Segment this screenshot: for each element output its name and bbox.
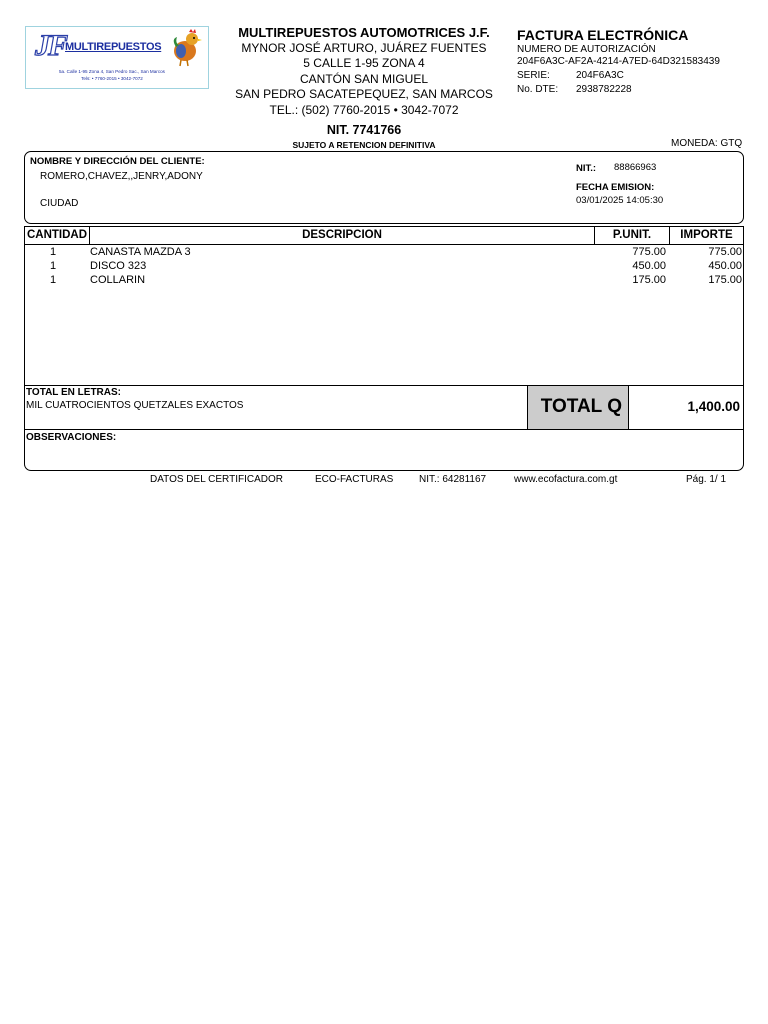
observations-label: OBSERVACIONES: <box>26 432 117 443</box>
table-row <box>25 274 743 288</box>
items-table <box>24 226 744 386</box>
row-unit-price: 775.00 <box>632 246 666 258</box>
logo-phones: Tels: • 7760-2015 • 3042-7072 <box>81 76 143 81</box>
company-logo <box>25 26 209 89</box>
company-address: 5 CALLE 1-95 ZONA 4 <box>303 56 425 70</box>
currency: MONEDA: GTQ <box>671 138 743 149</box>
table-row <box>25 246 743 260</box>
emission-date-value: 03/01/2025 14:05:30 <box>576 195 664 206</box>
row-description: COLLARIN <box>90 274 146 286</box>
total-label: TOTAL Q <box>540 396 622 417</box>
page-number: Pág. 1/ 1 <box>686 474 727 485</box>
total-in-words: MIL CUATROCIENTOS QUETZALES EXACTOS <box>26 400 244 411</box>
certifier-label: DATOS DEL CERTIFICADOR <box>150 474 283 485</box>
company-name: MULTIREPUESTOS AUTOMOTRICES J.F. <box>238 25 490 40</box>
emission-date-label: FECHA EMISION: <box>576 182 655 193</box>
company-city: SAN PEDRO SACATEPEQUEZ, SAN MARCOS <box>235 87 493 101</box>
header-quantity: CANTIDAD <box>26 229 88 241</box>
rooster-icon <box>171 29 203 67</box>
client-nit-value: 88866963 <box>614 162 657 173</box>
row-unit-price: 175.00 <box>632 274 666 286</box>
row-unit-price: 450.00 <box>632 260 666 272</box>
total-amount: 1,400.00 <box>687 399 740 414</box>
client-nit-label: NIT.: <box>576 163 597 174</box>
row-quantity: 1 <box>50 246 57 258</box>
header-amount: IMPORTE <box>680 229 733 241</box>
logo-monogram: JF <box>35 29 67 62</box>
authorization-number: 204F6A3C-AF2A-4214-A7ED-64D321583439 <box>517 56 720 67</box>
dte-value: 2938782228 <box>576 84 632 95</box>
certifier-name: ECO-FACTURAS <box>315 474 394 485</box>
certifier-nit: NIT.: 64281167 <box>419 474 487 485</box>
certifier-website[interactable]: www.ecofactura.com.gt <box>514 474 618 485</box>
company-canton: CANTÓN SAN MIGUEL <box>299 71 428 86</box>
serie-label: SERIE: <box>517 70 550 81</box>
client-name-label: NOMBRE Y DIRECCIÓN DEL CLIENTE: <box>30 156 205 167</box>
logo-address: 5a. Calle 1-95 Zona 4, San Pedro Sac., San Marcos <box>59 69 165 74</box>
client-section <box>24 151 744 224</box>
logo-brand-text: MULTIREPUESTOS <box>65 41 162 53</box>
observations-section <box>24 429 744 471</box>
header-unit-price: P.UNIT. <box>612 229 652 241</box>
row-quantity: 1 <box>50 274 57 286</box>
row-quantity: 1 <box>50 260 57 272</box>
row-amount: 450.00 <box>708 260 742 272</box>
retention-note: SUJETO A RETENCION DEFINITIVA <box>292 140 436 150</box>
company-owner: MYNOR JOSÉ ARTURO, JUÁREZ FUENTES <box>241 40 487 55</box>
table-row <box>25 260 743 274</box>
client-name: ROMERO,CHAVEZ,,JENRY,ADONY <box>40 171 203 182</box>
serie-value: 204F6A3C <box>576 70 624 81</box>
invoice-title: FACTURA ELECTRÓNICA <box>517 27 689 43</box>
row-amount: 175.00 <box>708 274 742 286</box>
row-description: CANASTA MAZDA 3 <box>90 246 191 258</box>
dte-label: No. DTE: <box>517 84 559 95</box>
total-label-box <box>527 386 629 429</box>
company-phone: TEL.: (502) 7760-2015 • 3042-7072 <box>269 102 459 117</box>
items-table-header <box>25 227 743 245</box>
row-description: DISCO 323 <box>90 260 147 272</box>
totals-section <box>24 385 744 430</box>
company-nit: NIT. 7741766 <box>326 123 402 137</box>
header-description: DESCRIPCION <box>302 229 382 241</box>
row-amount: 775.00 <box>708 246 742 258</box>
client-city: CIUDAD <box>40 198 79 209</box>
total-in-words-label: TOTAL EN LETRAS: <box>26 387 121 398</box>
company-header <box>235 25 493 118</box>
authorization-label: NUMERO DE AUTORIZACIÓN <box>517 44 656 55</box>
